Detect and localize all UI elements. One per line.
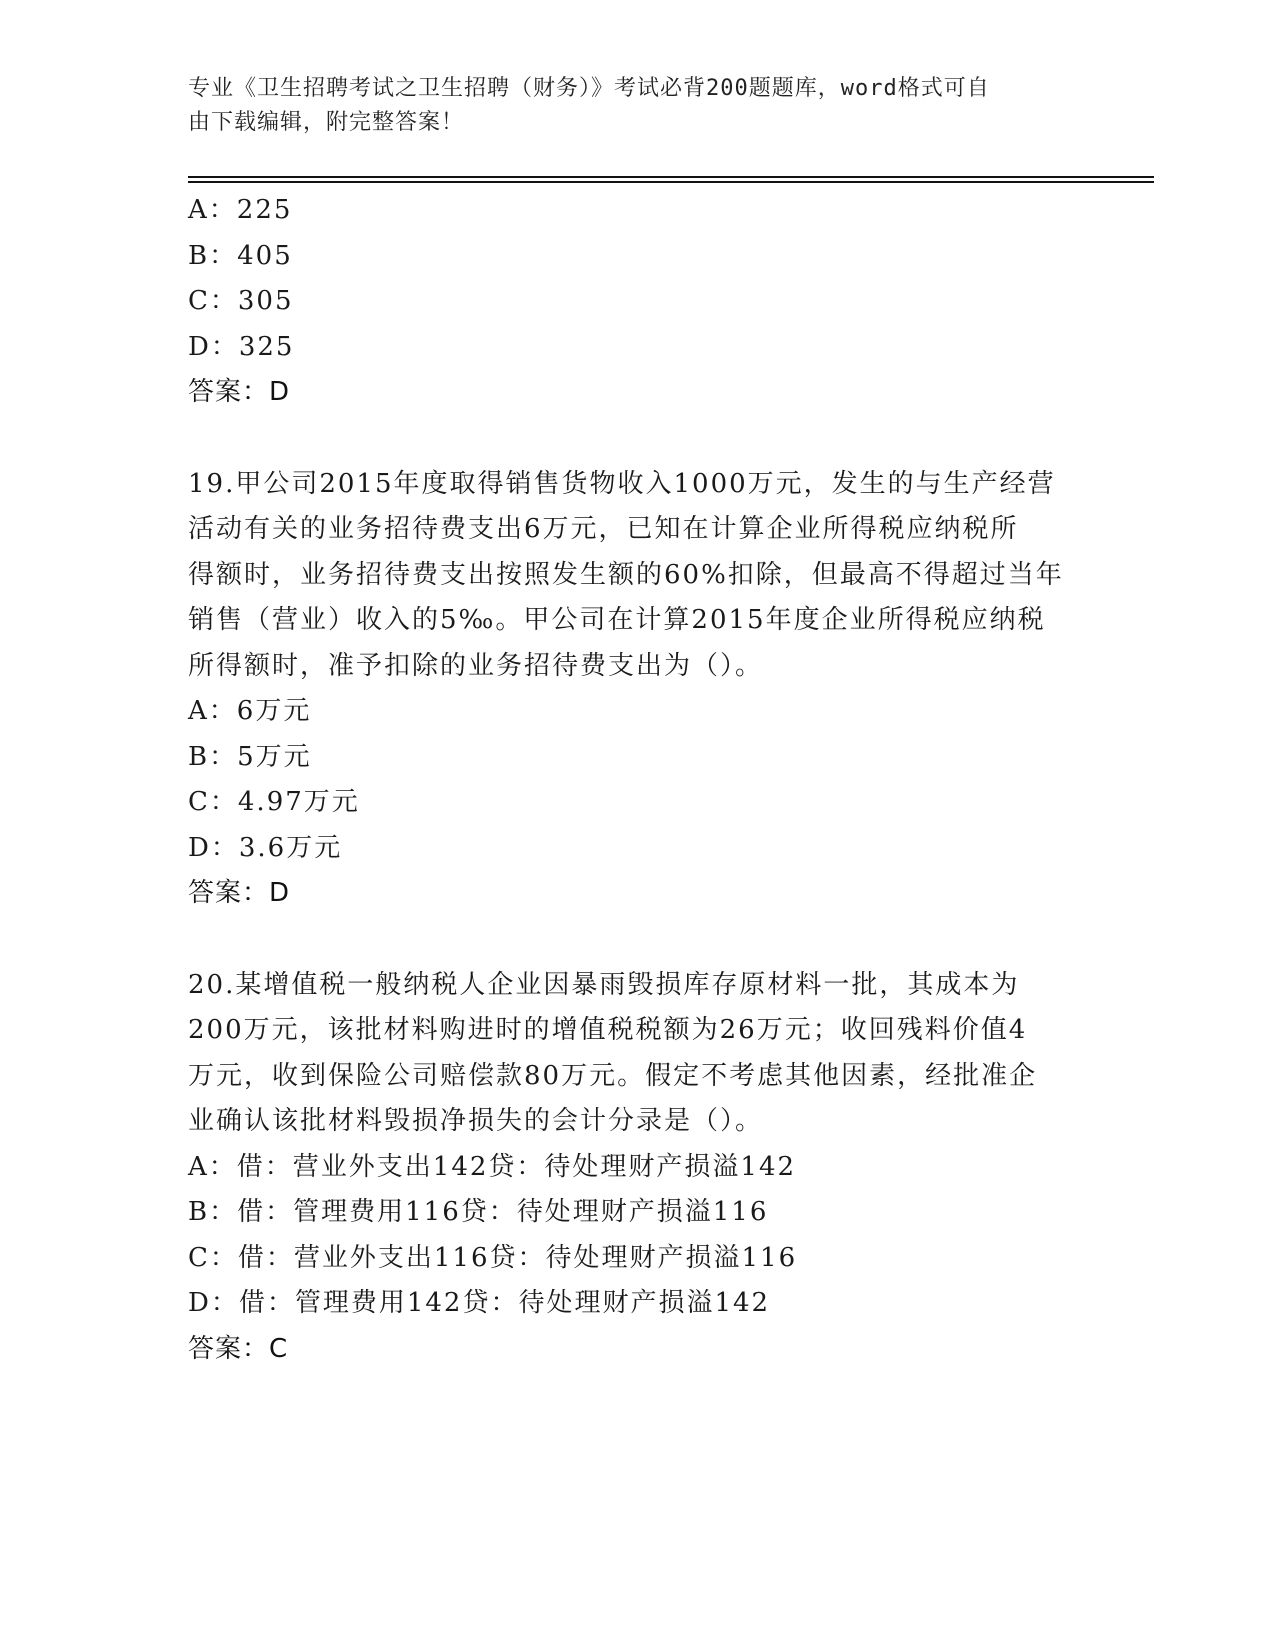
question-19 — [188, 462, 1088, 917]
stem-line: 19.甲公司2015年度取得销售货物收入1000万元，发生的与生产经营 — [188, 468, 1056, 499]
stem-line: 200万元，该批材料购进时的增值税税额为26万元；收回残料价值4 — [188, 1015, 1028, 1045]
stem-line: 得额时，业务招待费支出按照发生额的60%扣除，但最高不得超过当年 — [188, 559, 1064, 590]
question-20 — [188, 963, 1088, 1373]
option-b: B：405 — [188, 240, 293, 271]
stem-line: 活动有关的业务招待费支出6万元，已知在计算企业所得税应纳税所 — [188, 514, 1019, 544]
option-d: D：借：管理费用142贷：待处理财产损溢142 — [188, 1288, 771, 1318]
stem-line: 销售（营业）收入的5‰。甲公司在计算2015年度企业所得税应纳税 — [188, 605, 1046, 635]
answer-label: 答案：D — [188, 377, 291, 407]
stem-line: 万元，收到保险公司赔偿款80万元。假定不考虑其他因素，经批准企 — [188, 1060, 1038, 1091]
document-header — [188, 72, 1068, 140]
question-spacer — [188, 416, 1088, 462]
option-d: D：325 — [188, 331, 295, 362]
stem-line: 20.某增值税一般纳税人企业因暴雨毁损库存原材料一批，其成本为 — [188, 969, 1020, 1000]
option-c: C：借：营业外支出116贷：待处理财产损溢116 — [188, 1242, 798, 1273]
question-spacer — [188, 917, 1088, 963]
question-stem — [188, 963, 1078, 1145]
answer-label: 答案：D — [188, 878, 291, 908]
option-a: A：225 — [188, 195, 293, 225]
answer-label: 答案：C — [188, 1333, 289, 1364]
header-line-2: 由下载编辑，附完整答案！ — [188, 110, 465, 135]
option-b: B：5万元 — [188, 741, 312, 772]
header-divider-bottom — [188, 181, 1154, 183]
option-a: A：6万元 — [188, 696, 312, 726]
option-c: C：4.97万元 — [188, 787, 360, 817]
option-a: A：借：营业外支出142贷：待处理财产损溢142 — [188, 1151, 797, 1182]
header-divider-top — [188, 176, 1154, 178]
option-b: B：借：管理费用116贷：待处理财产损溢116 — [188, 1197, 769, 1227]
question-18 — [188, 188, 1088, 416]
option-c: C：305 — [188, 286, 294, 316]
option-d: D：3.6万元 — [188, 832, 343, 863]
stem-line: 业确认该批材料毁损净损失的会计分录是（）。 — [188, 1106, 764, 1136]
question-stem — [188, 462, 1078, 690]
stem-line: 所得额时，准予扣除的业务招待费支出为（）。 — [188, 650, 764, 681]
header-line-1: 专业《卫生招聘考试之卫生招聘（财务）》考试必背200题题库，word格式可自 — [188, 76, 990, 101]
question-list — [188, 188, 1088, 1372]
